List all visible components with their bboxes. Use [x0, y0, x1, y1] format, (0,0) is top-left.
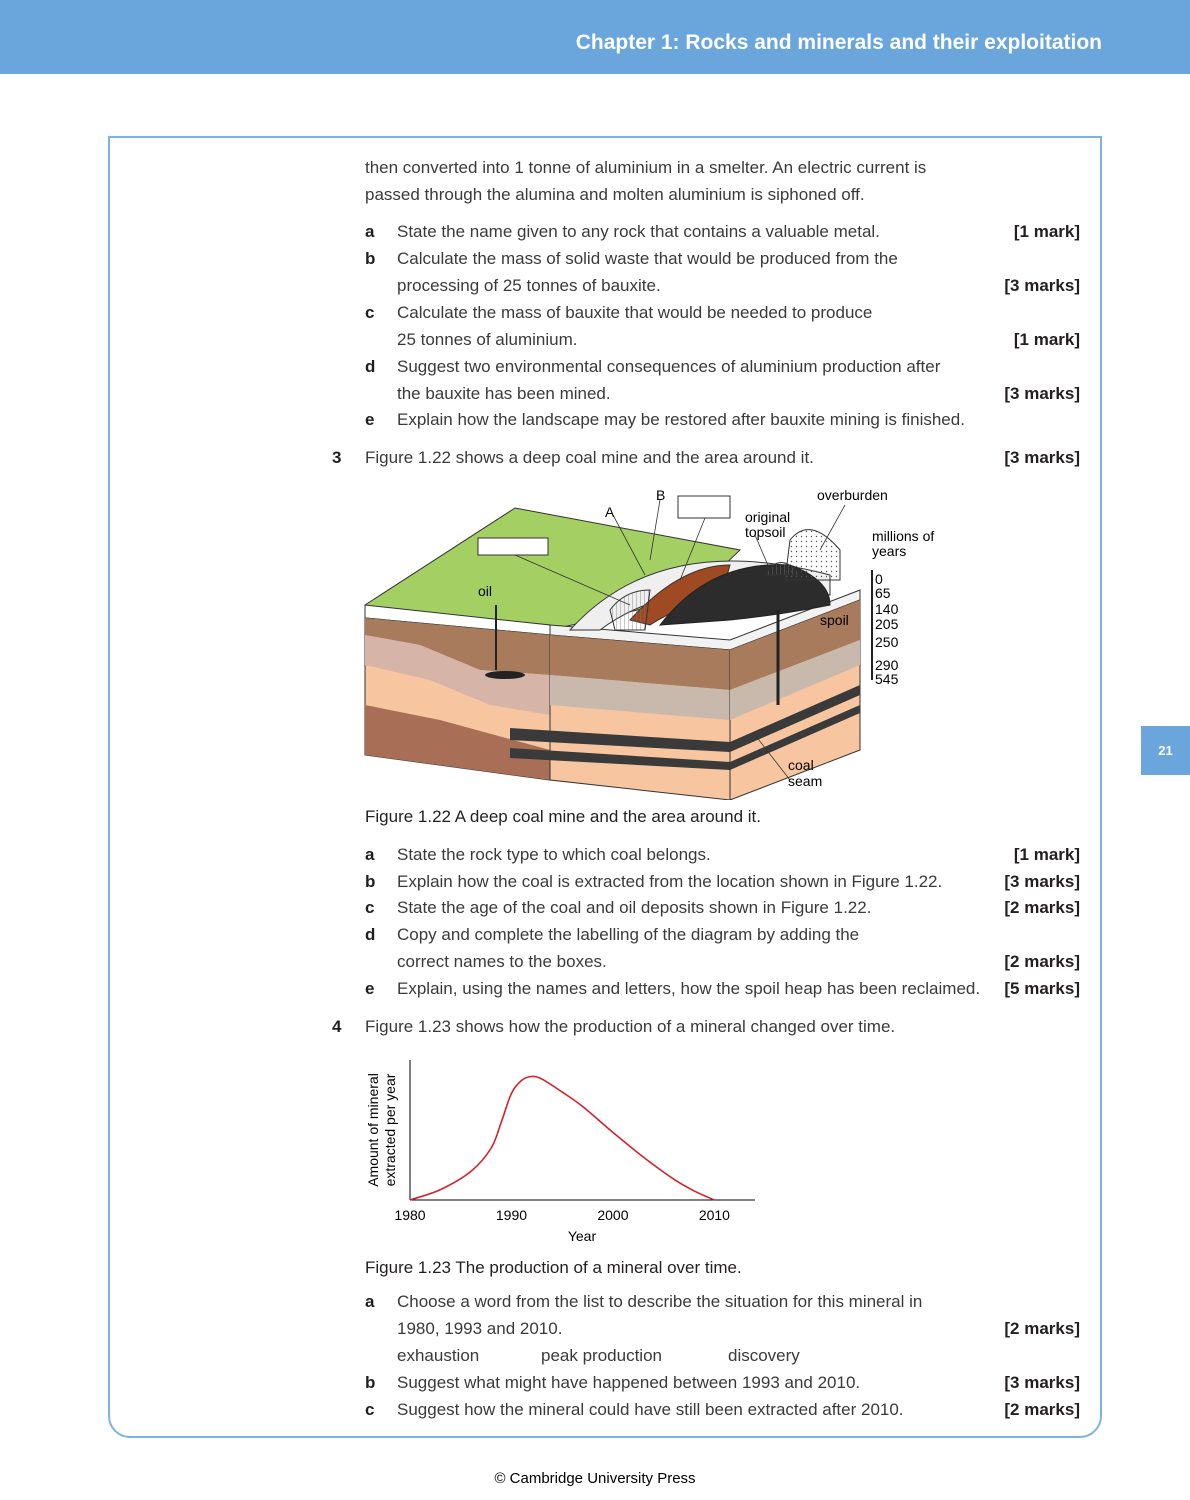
intro-line-1: then converted into 1 tonne of aluminium in a smelter. An electric current is: [365, 158, 927, 177]
q4a-text-2: 1980, 1993 and 2010.: [397, 1319, 563, 1338]
q2c-letter: c: [365, 303, 375, 322]
q3-number: 3: [332, 448, 342, 467]
q2d-text-2: the bauxite has been mined.: [397, 384, 611, 403]
q2b-text-1: Calculate the mass of solid waste that would be produced from the: [397, 249, 898, 268]
q2d-letter: d: [365, 357, 376, 376]
age-label: 250: [875, 634, 899, 650]
label-topsoil: topsoil: [745, 524, 786, 540]
q2e-letter: e: [365, 410, 375, 429]
age-label: 140: [875, 601, 899, 617]
mineral-production-chart: [360, 1050, 770, 1250]
q2b-letter: b: [365, 249, 376, 268]
header-bar: [0, 0, 1190, 74]
q3a-text: State the rock type to which coal belongs.: [397, 845, 711, 864]
label-b: B: [656, 487, 666, 503]
label-oil: oil: [478, 583, 493, 599]
x-tick-label: 1980: [394, 1207, 426, 1223]
page-number: 21: [1141, 726, 1190, 775]
q3a-marks: [1 mark]: [1013, 845, 1080, 864]
label-overburden: overburden: [817, 487, 888, 503]
x-axis-label: Year: [567, 1228, 597, 1244]
q2d-marks: [3 marks]: [1004, 384, 1080, 403]
chapter-title: Chapter 1: Rocks and minerals and their exploitation: [575, 31, 1102, 54]
q2c-text-1: Calculate the mass of bauxite that would be needed to produce: [397, 303, 873, 322]
q3d-marks: [2 marks]: [1004, 952, 1080, 971]
coal-mine-diagram: [360, 480, 960, 800]
series-line: [410, 1076, 714, 1200]
q3b-letter: b: [365, 872, 376, 891]
label-a: A: [605, 504, 615, 520]
word-list-item: discovery: [728, 1346, 800, 1365]
q3d-text-1: Copy and complete the labelling of the diagram by adding the: [397, 925, 860, 944]
q4b-text: Suggest what might have happened between 1993 and 2010.: [397, 1373, 861, 1392]
x-tick-label: 2000: [597, 1207, 629, 1223]
q4c-text: Suggest how the mineral could have still been extracted after 2010.: [397, 1400, 904, 1419]
q3e-letter: e: [365, 979, 375, 998]
q4c-marks: [2 marks]: [1004, 1400, 1080, 1419]
q4c-letter: c: [365, 1400, 375, 1419]
q4a-text-1: Choose a word from the list to describe the situation for this mineral in: [397, 1292, 923, 1311]
word-list-item: exhaustion: [397, 1346, 480, 1365]
q3a-letter: a: [365, 845, 375, 864]
figure-1-23-caption: Figure 1.23 The production of a mineral over time.: [365, 1258, 742, 1277]
y-axis-label-1: Amount of mineral: [365, 1073, 381, 1187]
x-tick-label: 2010: [698, 1207, 730, 1223]
copyright-footer: © Cambridge University Press: [494, 1470, 696, 1487]
q2a-marks: [1 mark]: [1013, 222, 1080, 241]
q3e-marks: [5 marks]: [1004, 979, 1080, 998]
q3-marks: [3 marks]: [1004, 448, 1080, 467]
q2a-letter: a: [365, 222, 375, 241]
q3d-text-2: correct names to the boxes.: [397, 952, 607, 971]
age-label: 205: [875, 616, 899, 632]
q3b-marks: [3 marks]: [1004, 872, 1080, 891]
q3d-letter: d: [365, 925, 376, 944]
q2c-text-2: 25 tonnes of aluminium.: [397, 330, 578, 349]
word-list-item: peak production: [541, 1346, 662, 1365]
q4b-letter: b: [365, 1373, 376, 1392]
q4-text: Figure 1.23 shows how the production of a mineral changed over time.: [365, 1017, 896, 1036]
q3-text: Figure 1.22 shows a deep coal mine and the area around it.: [365, 448, 814, 467]
q4-number: 4: [332, 1017, 342, 1036]
label-coal: coal: [788, 757, 814, 773]
q4a-marks: [2 marks]: [1004, 1319, 1080, 1338]
q2d-text-1: Suggest two environmental consequences of aluminium production after: [397, 357, 941, 376]
y-axis-label-2: extracted per year: [382, 1073, 398, 1187]
label-spoil: spoil: [820, 612, 849, 628]
q2a-text: State the name given to any rock that contains a valuable metal.: [397, 222, 880, 241]
q2c-marks: [1 mark]: [1013, 330, 1080, 349]
q2b-marks: [3 marks]: [1004, 276, 1080, 295]
label-millions: millions of: [872, 528, 935, 544]
q3e-text: Explain, using the names and letters, how the spoil heap has been reclaimed.: [397, 979, 981, 998]
q3c-letter: c: [365, 898, 375, 917]
q3b-text: Explain how the coal is extracted from the location shown in Figure 1.22.: [397, 872, 943, 891]
label-years: years: [872, 543, 907, 559]
q4a-letter: a: [365, 1292, 375, 1311]
figure-1-22-caption: Figure 1.22 A deep coal mine and the area around it.: [365, 807, 761, 826]
intro-line-2: passed through the alumina and molten aluminium is siphoned off.: [365, 185, 865, 204]
age-label: 0: [875, 571, 883, 587]
q2e-text: Explain how the landscape may be restored after bauxite mining is finished.: [397, 410, 965, 429]
age-label: 290: [875, 657, 899, 673]
age-label: 65: [875, 585, 891, 601]
label-seam: seam: [788, 773, 823, 789]
age-label: 545: [875, 671, 899, 687]
q4b-marks: [3 marks]: [1004, 1373, 1080, 1392]
label-original: original: [745, 509, 791, 525]
q3c-marks: [2 marks]: [1004, 898, 1080, 917]
q3c-text: State the age of the coal and oil deposits shown in Figure 1.22.: [397, 898, 872, 917]
q2b-text-2: processing of 25 tonnes of bauxite.: [397, 276, 661, 295]
x-tick-label: 1990: [495, 1207, 528, 1223]
